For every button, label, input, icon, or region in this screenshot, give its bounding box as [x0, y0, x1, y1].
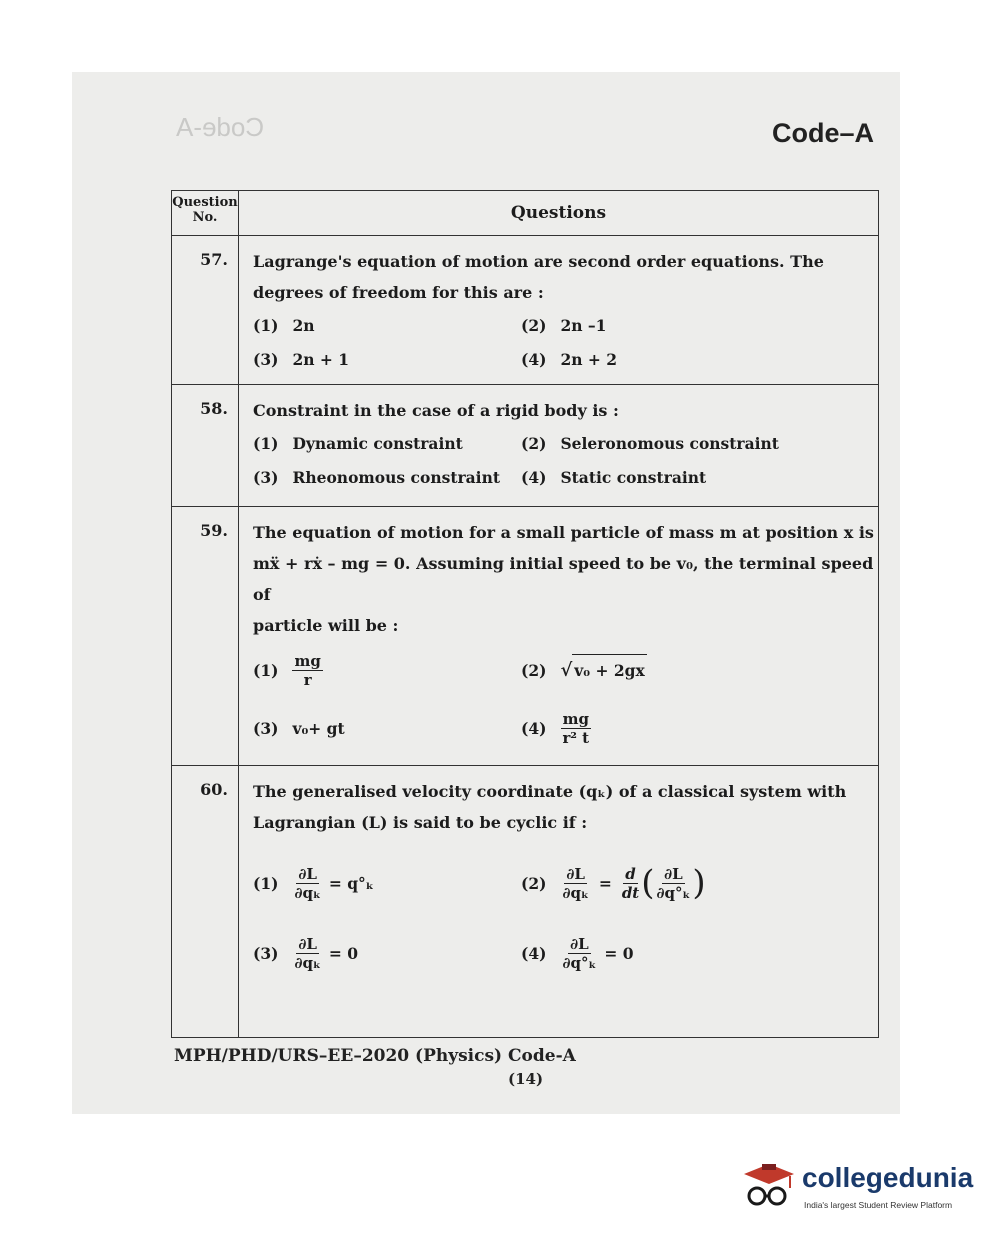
option-4: (4) 2n + 2 [521, 349, 618, 369]
questions-header: Questions [239, 191, 879, 236]
sqrt-icon: √ [560, 659, 573, 681]
option-3: (3) $\frac{\partial L}{\text{∂qₖ}}$ = 0 [253, 934, 358, 972]
question-stem-line-2: mẍ + rẋ – mg = 0. Assuming initial speed to be v₀, the terminal speed of [253, 554, 874, 604]
option-3: (3) 2n + 1 [253, 349, 350, 369]
right-paren-icon: ) [692, 863, 706, 903]
fraction: mg r² t [562, 709, 590, 747]
question-row-57 [172, 236, 879, 385]
options-grid [253, 308, 874, 376]
options-grid [253, 641, 874, 757]
left-paren-icon: ( [641, 863, 655, 903]
option-3: (3) Rheonomous constraint [253, 467, 501, 487]
table-header-row [172, 191, 879, 236]
question-stem: Lagrange's equation of motion are second order equations. The degrees of freedom for this are : [253, 252, 824, 302]
fraction: ∂L ∂q°ₖ [656, 864, 691, 902]
option-2: (2) 2n –1 [521, 315, 607, 335]
option-4: (4) mg r² t [521, 709, 590, 747]
option-2: (2) $\frac{\partial L}{\text{∂qₖ}}$ = $\frac{d}{dt}$ ( ∂L ∂q°ₖ ) [521, 863, 706, 903]
fraction: $\frac{\partial L}{\text{∂qₖ}}$ [294, 864, 321, 902]
option-1: (1) mg r [253, 651, 321, 689]
collegedunia-logo [740, 1150, 974, 1220]
option-1: (1) Dynamic constraint [253, 433, 463, 453]
question-number: 60. [172, 766, 239, 1038]
options-grid [253, 848, 874, 988]
question-stem-line-1: The equation of motion for a small particle of mass m at position x is [253, 523, 874, 542]
question-number: 59. [172, 507, 239, 766]
option-1: (1) $\frac{\partial L}{\text{∂qₖ}}$ = q°ₖ [253, 864, 374, 902]
option-1: (1) 2n [253, 315, 315, 335]
fraction: $\frac{\partial L}{\text{∂qₖ}}$ [294, 934, 321, 972]
question-stem: Constraint in the case of a rigid body is : [253, 401, 619, 420]
fraction: $\frac{\partial L}{\text{∂qₖ}}$ [562, 864, 589, 902]
option-3: (3) v₀+ gt [253, 718, 345, 738]
question-row-59 [172, 507, 879, 766]
radicand: v₀ + 2gx [572, 654, 646, 686]
logo-wordmark: collegedunia [802, 1162, 974, 1193]
option-4: (4) $\frac{\partial L}{\text{∂q°ₖ}}$ = 0 [521, 934, 634, 972]
paper-code-heading: Code–A [771, 118, 874, 148]
fraction: mg r [294, 651, 321, 689]
bleed-through-code: Code-A [176, 112, 265, 142]
option-2: (2) √ v₀ + 2gx [521, 641, 874, 699]
question-row-60 [172, 766, 879, 1038]
option-4: (4) Static constraint [521, 467, 707, 487]
derivative-operator: $\frac{d}{dt}$ [621, 864, 640, 902]
paper-footer: MPH/PHD/URS–EE–2020 (Physics) Code-A [174, 1046, 576, 1066]
logo-tagline: India's largest Student Review Platform [804, 1200, 953, 1210]
question-row-58 [172, 385, 879, 507]
question-number: 58. [172, 385, 239, 507]
fraction: $\frac{\partial L}{\text{∂q°ₖ}}$ [562, 934, 597, 972]
options-grid [253, 426, 874, 494]
option-2: (2) Seleronomous constraint [521, 433, 779, 453]
question-no-header: Question No. [172, 191, 239, 236]
question-stem-line-3: particle will be : [253, 616, 399, 635]
question-number: 57. [172, 236, 239, 385]
graduate-cap-icon [740, 1154, 798, 1216]
questions-table [171, 190, 879, 1038]
question-stem: The generalised velocity coordinate (qₖ) of a classical system with Lagrangian (L) is said to be cyclic if : [253, 782, 847, 832]
page-number: (14) [508, 1070, 544, 1088]
